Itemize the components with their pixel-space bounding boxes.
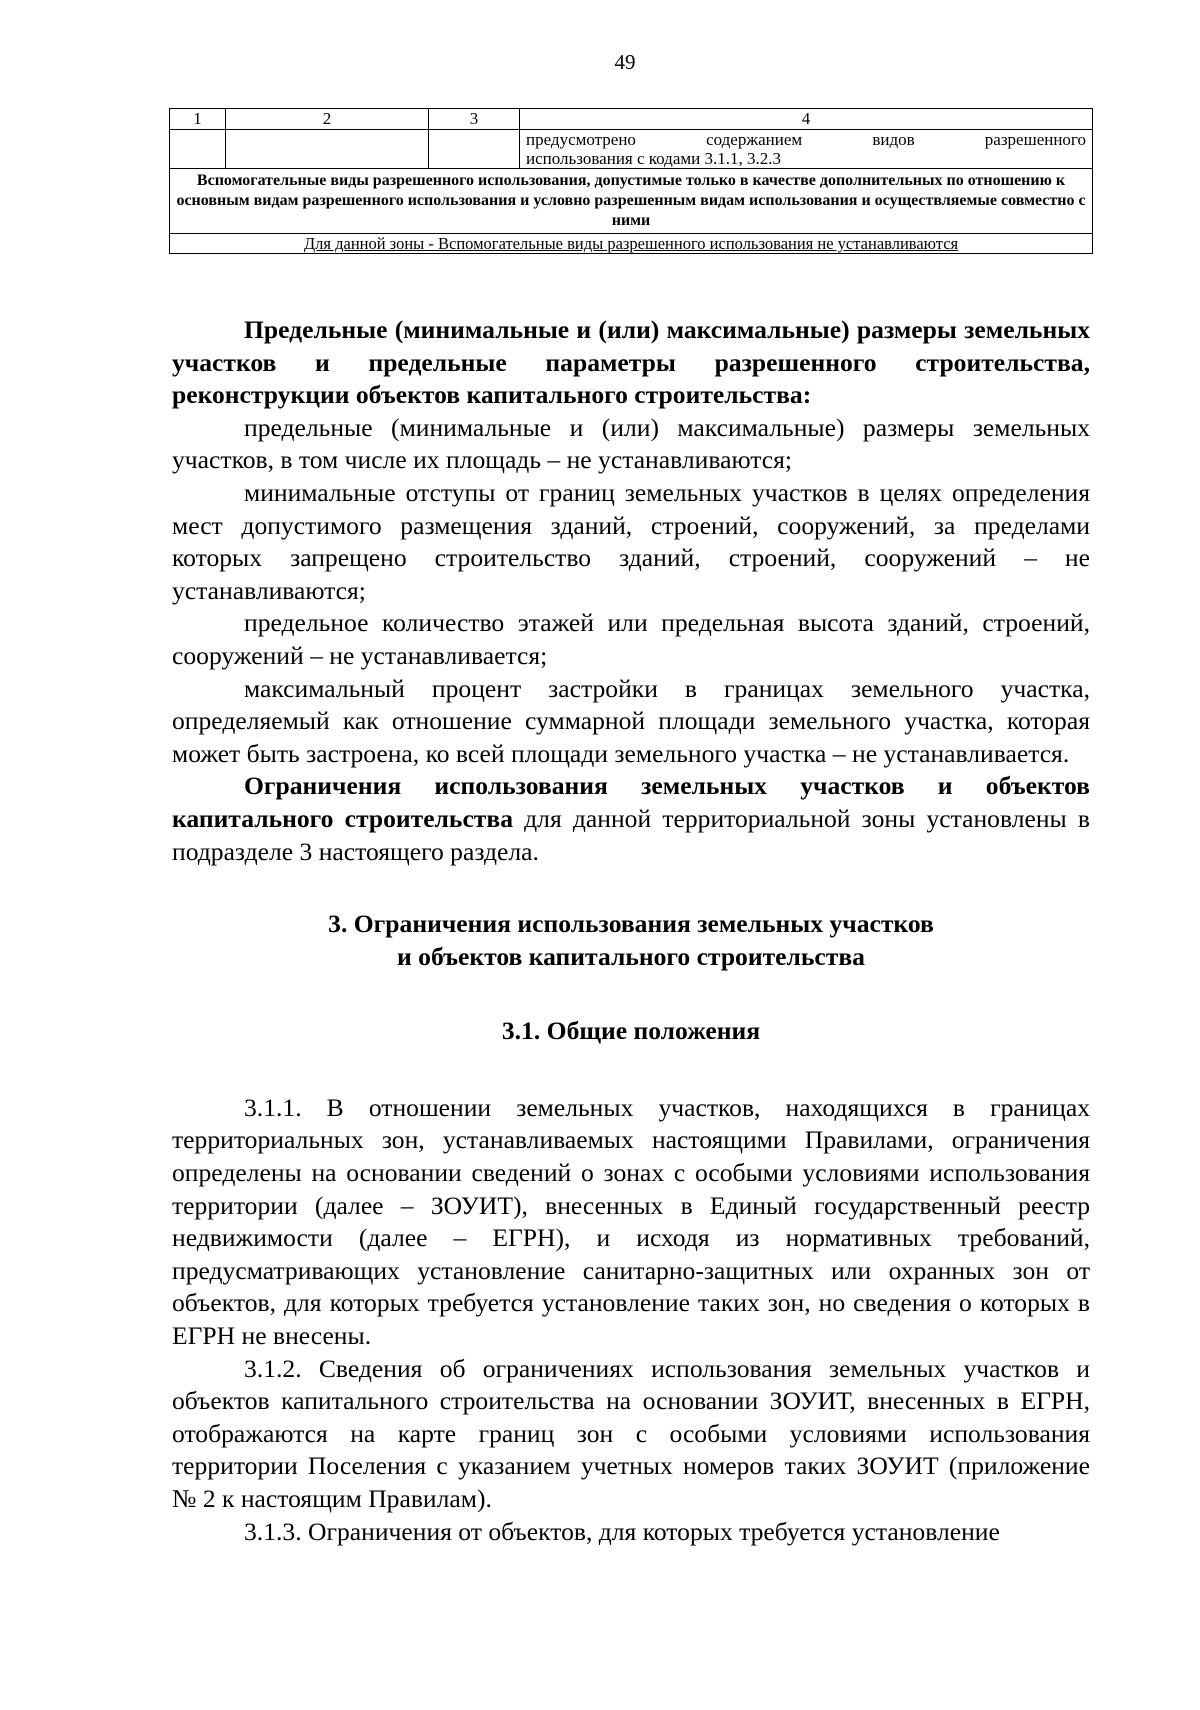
table-cell	[170, 130, 226, 169]
table-header-row	[170, 109, 1093, 130]
clause-paragraph: 3.1.3. Ограничения от объектов, для которых требуется установление	[244, 1516, 1000, 1546]
table-cell-text: использования с кодами 3.1.1, 3.2.3	[526, 149, 781, 168]
section-title-line: и объектов капитального строительства	[397, 941, 865, 971]
clause-paragraph: 3.1.1. В отношении земельных участков, находящихся в границах территориальных зон, устанавливаемых настоящими Правилами, ограничения определены на основании сведений о зонах с особыми условиями использования территории (далее – ЗОУИТ), внесенных в Единый государственный реестр недвижимости (далее – ЕГРН), и исходя из нормативных требований, предусматривающих установление санитарно-защитных или охранных зон от объектов, для которых требуется установление таких зон, но сведения о которых в ЕГРН не внесены.	[172, 1092, 1090, 1351]
aux-uses-heading: Вспомогательные виды разрешенного использования, допустимые только в качестве дополнительных по отношению к основным видам разрешенного использования и условно разрешенным видам использования и осуществляемые совместно с ними	[170, 169, 1093, 234]
section-title-line: 3. Ограничения использования земельных участков	[328, 909, 934, 939]
table-row	[170, 169, 1093, 234]
limits-item: предельные (минимальные и (или) максимальные) размеры земельных участков, в том числе их площадь – не устанавливаются;	[172, 412, 1090, 475]
restrictions-bold-text: Ограничения использования земельных участков и объектов капитального строительства	[172, 771, 1090, 833]
clause-paragraph: 3.1.2. Сведения об ограничениях использования земельных участков и объектов капитального строительства на основании ЗОУИТ, внесенных в ЕГРН, отображаются на карте границ зон с особыми условиями использования территории Поселения с указанием учетных номеров таких ЗОУИТ (приложение № 2 к настоящим Правилам).	[172, 1353, 1090, 1513]
table-cell	[226, 130, 429, 169]
table-cell	[429, 130, 520, 169]
restrictions-text: для данной территориальной зоны установлены в подразделе 3 настоящего раздела.	[172, 803, 1090, 866]
subsection-title: 3.1. Общие положения	[501, 1016, 761, 1046]
table-header-cell: 3	[429, 109, 520, 130]
page-number: 49	[614, 50, 636, 74]
limits-item: предельное количество этажей или предельная высота зданий, строений, сооружений – не устанавливается;	[172, 608, 1090, 670]
table-row	[170, 130, 1093, 169]
table-row	[170, 234, 1093, 254]
table-header-cell: 1	[170, 109, 226, 130]
restrictions-paragraph	[172, 770, 1090, 868]
table-header-cell: 2	[226, 109, 429, 130]
limits-item: максимальный процент застройки в границах земельного участка, определяемый как отношение суммарной площади земельного участка, которая может быть застроена, ко всей площади земельного участка – не устанавливается.	[172, 673, 1090, 768]
document-body	[172, 314, 1090, 1548]
table-cell-text: предусмотрено содержанием видов разрешенного	[526, 130, 1086, 149]
section-title	[172, 908, 1090, 973]
table-header-cell: 4	[520, 109, 1093, 130]
limits-heading: Предельные (минимальные и (или) максимальные) размеры земельных участков и предельные параметры разрешенного строительства, реконструкции объектов капитального строительства:	[172, 315, 1090, 410]
land-use-table	[169, 108, 1093, 254]
limits-item: минимальные отступы от границ земельных участков в целях определения мест допустимого размещения зданий, строений, сооружений, за пределами которых запрещено строительство зданий, строений, сооружений – не устанавливаются;	[172, 477, 1090, 605]
table-cell	[520, 130, 1093, 169]
aux-uses-note: Для данной зоны - Вспомогательные виды разрешенного использования не устанавливаются	[170, 234, 1093, 254]
